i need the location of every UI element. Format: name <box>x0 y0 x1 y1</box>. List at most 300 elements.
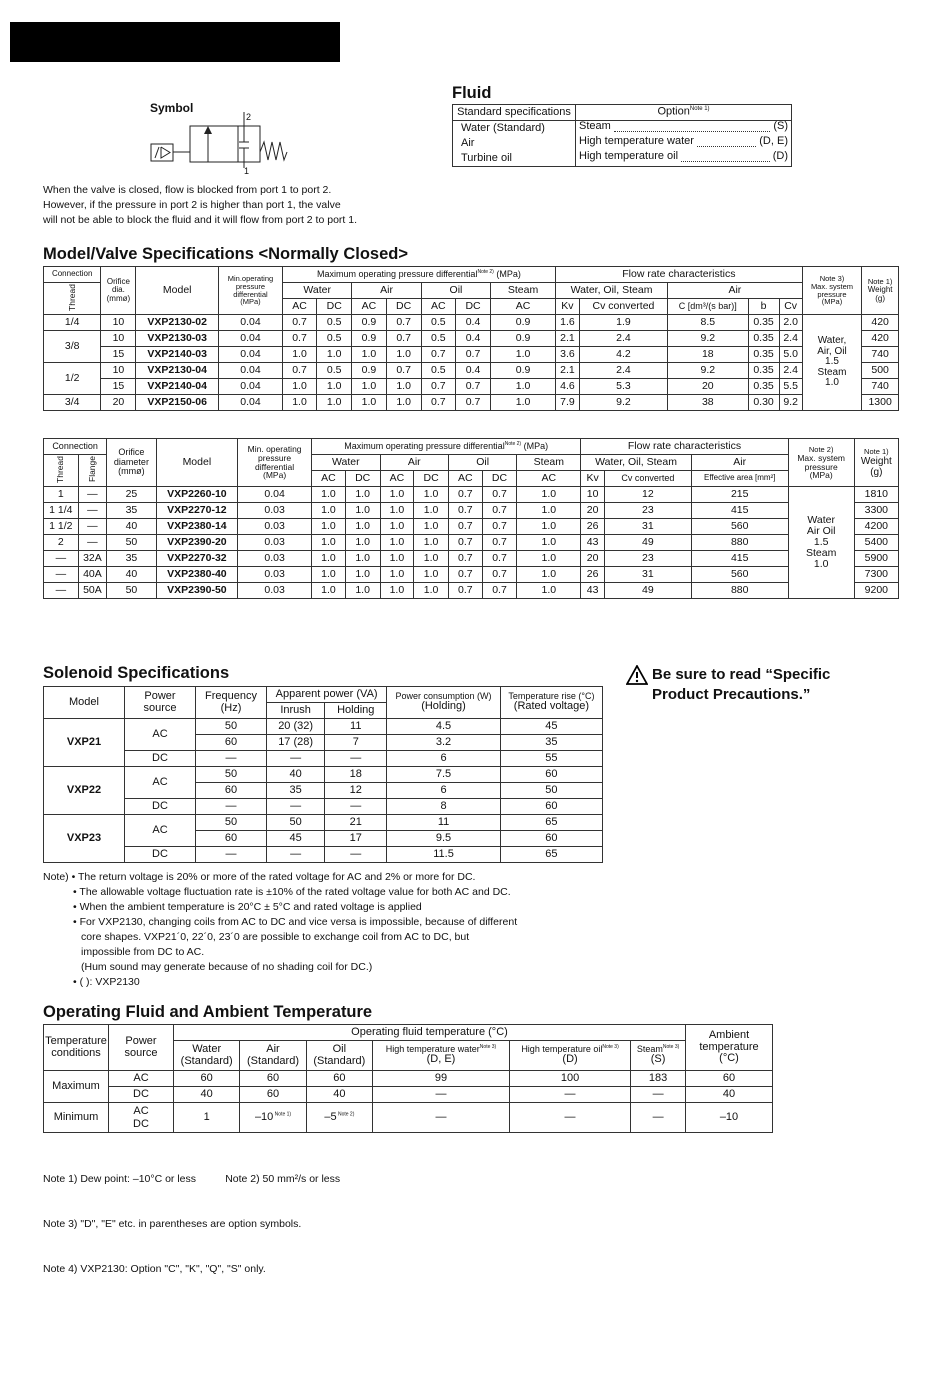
h-model: Model <box>156 439 237 487</box>
value-cell: 50 <box>107 583 156 599</box>
value-cell: 2.1 <box>555 363 579 379</box>
description-line: When the valve is closed, flow is blocked from port 1 to port 2. <box>43 184 332 196</box>
value-cell: 35 <box>267 783 325 799</box>
value-cell: — <box>78 503 107 519</box>
value-cell: 1.0 <box>414 551 449 567</box>
warning-line: Be sure to read “Specific <box>652 666 831 683</box>
h-model: Model <box>136 267 219 315</box>
value-cell: 1.0 <box>282 395 316 411</box>
value-cell: 8 <box>387 799 501 815</box>
value-cell: — <box>373 1103 510 1133</box>
value-cell: 0.04 <box>218 315 282 331</box>
table-row <box>44 1071 773 1087</box>
value-cell: 21 <box>325 815 387 831</box>
power-line: AC <box>133 1104 149 1117</box>
value-cell: — <box>196 847 267 863</box>
model-cell: VXP2270-12 <box>156 503 237 519</box>
value-cell: 1.0 <box>386 347 421 363</box>
thread-cell: 1/2 <box>44 363 101 395</box>
value-cell: 1.0 <box>352 379 386 395</box>
value-cell: 0.35 <box>748 363 779 379</box>
value-cell: 1.9 <box>579 315 667 331</box>
value-cell: — <box>509 1087 630 1103</box>
value-cell: — <box>44 583 79 599</box>
h-fluid-sub: (S) <box>650 1053 666 1066</box>
table-row <box>44 847 603 863</box>
value-cell: — <box>267 799 325 815</box>
h-ac: AC <box>282 299 316 315</box>
value-cell: 7.9 <box>555 395 579 411</box>
value-cell: 20 <box>101 395 136 411</box>
power-cell: DC <box>125 799 196 815</box>
value-cell: 0.7 <box>421 379 455 395</box>
value-cell: –10 $^{Note 1)}$ <box>240 1103 306 1133</box>
value-cell: 32A <box>78 551 107 567</box>
h-fluid-col <box>509 1041 630 1071</box>
value-cell: 40 <box>267 767 325 783</box>
value-cell: 0.03 <box>238 519 312 535</box>
value-cell: 1.0 <box>380 583 414 599</box>
table-row <box>44 1103 773 1133</box>
note-line: (Hum sound may generate because of no shading coil for DC.) <box>81 961 373 973</box>
value-cell: 50 <box>196 815 267 831</box>
table-row <box>44 751 603 767</box>
value-cell: 100 <box>509 1071 630 1087</box>
value-cell: 1300 <box>862 395 899 411</box>
h-fluid-col <box>306 1041 372 1071</box>
model-cell: VXP2140-03 <box>136 347 219 363</box>
value-cell: 20 <box>581 551 605 567</box>
note-line: • When the ambient temperature is 20°C ± 5°C and rated voltage is applied <box>73 901 422 913</box>
value-cell: 4200 <box>854 519 898 535</box>
value-cell: 0.7 <box>448 583 482 599</box>
value-cell: 1.0 <box>517 551 581 567</box>
value-cell: 20 <box>581 503 605 519</box>
value-cell: 560 <box>691 519 788 535</box>
system-pressure-cell <box>802 315 862 411</box>
h-dc: DC <box>414 471 449 487</box>
value-cell: 9.5 <box>387 831 501 847</box>
value-cell: 0.7 <box>482 519 517 535</box>
note-line: impossible from DC to AC. <box>81 946 205 958</box>
h-fluid-col <box>373 1041 510 1071</box>
value-cell: 11.5 <box>387 847 501 863</box>
h-group: Air <box>352 283 421 299</box>
temperature-title: Operating Fluid and Ambient Temperature <box>43 1003 373 1021</box>
value-cell: 0.5 <box>317 331 352 347</box>
value-cell: 2.4 <box>779 363 802 379</box>
model-cell: VXP21 <box>44 719 125 767</box>
note-line: • The allowable voltage fluctuation rate is ±10% of the rated voltage value for both AC and DC. <box>73 886 511 898</box>
value-cell: 1.0 <box>317 347 352 363</box>
value-cell: 0.9 <box>491 331 556 347</box>
value-cell: 0.5 <box>317 363 352 379</box>
fluid-standard-item: Air <box>453 136 576 151</box>
value-cell: 1.0 <box>312 519 346 535</box>
fluid-table <box>452 104 792 167</box>
system-pressure-line: Water, <box>817 335 847 347</box>
h-fluid-note: Note 3) <box>602 1044 619 1050</box>
value-cell: 20 (32) <box>267 719 325 735</box>
value-cell: 0.35 <box>748 315 779 331</box>
value-cell: 3.6 <box>555 347 579 363</box>
h-thread: Thread <box>44 283 101 315</box>
value-cell: 0.5 <box>421 363 455 379</box>
value-cell: 17 <box>325 831 387 847</box>
value-cell: 0.7 <box>421 347 455 363</box>
value-cell: 40A <box>78 567 107 583</box>
value-cell: 3.2 <box>387 735 501 751</box>
value-cell: 1.0 <box>317 395 352 411</box>
value-cell: 60 <box>500 831 602 847</box>
value-cell: — <box>325 847 387 863</box>
value-cell: 1.0 <box>517 535 581 551</box>
value-cell: 9.2 <box>779 395 802 411</box>
system-pressure-line: Air Oil <box>806 524 836 537</box>
model-cell: VXP2260-10 <box>156 487 237 503</box>
value-cell: 183 <box>631 1071 686 1087</box>
value-cell: 0.7 <box>482 567 517 583</box>
h-flow-sub: Water, Oil, Steam <box>555 283 667 299</box>
h-flow-sub: Water, Oil, Steam <box>581 455 691 471</box>
value-cell: 0.04 <box>218 379 282 395</box>
value-cell: 1.0 <box>317 379 352 395</box>
value-cell: 0.7 <box>482 487 517 503</box>
h-fluid-note: Note 3) <box>479 1044 497 1050</box>
model-cell: VXP2130-04 <box>136 363 219 379</box>
note-line: Note 3) "D", "E" etc. in parentheses are option symbols. <box>43 1218 302 1230</box>
h-dc: DC <box>386 299 421 315</box>
h-dc: DC <box>317 299 352 315</box>
h-ac: AC <box>352 299 386 315</box>
value-cell: 1.0 <box>352 395 386 411</box>
h-flow-col: Cv converted <box>604 471 691 487</box>
value-cell: 1.0 <box>312 487 346 503</box>
table-row <box>44 395 899 411</box>
value-cell: 60 <box>240 1071 306 1087</box>
h-maxop: Maximum operating pressure differential$^{Note 2)}$ (MPa) <box>312 439 581 455</box>
value-cell: 50 <box>107 535 156 551</box>
value-cell: 1.6 <box>555 315 579 331</box>
value-cell: 0.04 <box>218 331 282 347</box>
system-pressure-line: Air, Oil <box>817 345 847 357</box>
value-cell: — <box>44 567 79 583</box>
system-pressure-line: 1.5 <box>813 535 829 548</box>
value-cell: 31 <box>604 567 691 583</box>
value-cell: 26 <box>581 519 605 535</box>
value-cell: 7300 <box>854 567 898 583</box>
table-row <box>44 519 899 535</box>
table-row <box>44 583 899 599</box>
value-cell: 0.7 <box>448 487 482 503</box>
value-cell: 0.03 <box>238 583 312 599</box>
value-cell: 0.7 <box>455 379 490 395</box>
h-weight: Note 1) Weight (g) <box>854 439 898 487</box>
h-temprise: Temperature rise (°C) (Rated voltage) <box>500 687 602 719</box>
h-group: Water <box>312 455 380 471</box>
h-inrush: Inrush <box>267 703 325 719</box>
value-cell: 0.7 <box>482 583 517 599</box>
value-cell: 415 <box>691 503 788 519</box>
value-cell: 10 <box>101 331 136 347</box>
value-cell: 60 <box>174 1071 240 1087</box>
fluid-option-item: High temperature oil (D) <box>579 150 788 162</box>
value-cell: –5 $^{Note 2)}$ <box>306 1103 372 1133</box>
value-cell: 215 <box>691 487 788 503</box>
value-cell: 0.7 <box>455 395 490 411</box>
value-cell: 60 <box>500 767 602 783</box>
value-cell: 1.0 <box>491 395 556 411</box>
ambient-cell: 40 <box>686 1087 773 1103</box>
table-row <box>44 379 899 395</box>
value-cell: — <box>325 751 387 767</box>
model-cell: VXP2390-50 <box>156 583 237 599</box>
value-cell: 1.0 <box>380 535 414 551</box>
h-fluid-name: Steam <box>636 1044 663 1054</box>
h-fluid-col <box>631 1041 686 1071</box>
value-cell: 0.04 <box>218 363 282 379</box>
value-cell: — <box>509 1103 630 1133</box>
thread-cell: 3/8 <box>44 331 101 363</box>
value-cell: 0.03 <box>238 567 312 583</box>
value-cell: 1.0 <box>517 519 581 535</box>
temperature-table <box>43 1024 773 1133</box>
value-cell: 60 <box>196 735 267 751</box>
solenoid-table <box>43 686 603 863</box>
value-cell: 0.5 <box>317 315 352 331</box>
table-row <box>44 363 899 379</box>
value-cell: 0.03 <box>238 551 312 567</box>
value-cell: 10 <box>581 487 605 503</box>
col-option: Option$^{Note 1)}$ <box>576 105 792 121</box>
value-cell: 60 <box>500 799 602 815</box>
power-cell: AC <box>125 767 196 799</box>
h-ac: AC <box>380 471 414 487</box>
value-cell: 7 <box>325 735 387 751</box>
value-cell: 35 <box>107 503 156 519</box>
value-cell: 0.7 <box>386 331 421 347</box>
valve-symbol-icon <box>148 112 293 178</box>
value-cell: 1.0 <box>414 567 449 583</box>
value-cell: 740 <box>862 379 899 395</box>
value-cell: 45 <box>267 831 325 847</box>
value-cell: 0.4 <box>455 315 490 331</box>
note-line: • For VXP2130, changing coils from AC to DC and vice versa is impossible, because of different <box>73 916 518 928</box>
h-flow-col: C [dm³/(s bar)] <box>668 299 749 315</box>
value-cell: 1.0 <box>414 519 449 535</box>
h-group: Oil <box>448 455 516 471</box>
description-line: However, if the pressure in port 2 is higher than port 1, the valve <box>43 199 341 211</box>
h-power: Power source <box>125 687 196 719</box>
ambient-cell: 60 <box>686 1071 773 1087</box>
h-group: Air <box>380 455 448 471</box>
table-row <box>44 487 899 503</box>
value-cell: — <box>44 551 79 567</box>
model-cell: VXP2270-32 <box>156 551 237 567</box>
value-cell: 60 <box>196 831 267 847</box>
value-cell: — <box>267 847 325 863</box>
value-cell: 5400 <box>854 535 898 551</box>
value-cell: 1.0 <box>312 551 346 567</box>
h-flow-sub: Air <box>691 455 788 471</box>
value-cell: 1 1/4 <box>44 503 79 519</box>
h-flow-col: b <box>748 299 779 315</box>
value-cell: 0.7 <box>421 395 455 411</box>
value-cell: 1.0 <box>345 487 380 503</box>
h-group: Steam <box>491 283 556 299</box>
warning-text <box>652 665 830 705</box>
value-cell: — <box>325 799 387 815</box>
h-cond: Temperature conditions <box>44 1025 109 1071</box>
value-cell: 1.0 <box>380 551 414 567</box>
fluid-option-item: High temperature water (D, E) <box>579 135 788 147</box>
value-cell: — <box>78 535 107 551</box>
h-fluid-sub: (Standard) <box>180 1054 233 1067</box>
value-cell: 2.4 <box>579 363 667 379</box>
value-cell: 1.0 <box>414 487 449 503</box>
value-cell: 420 <box>862 315 899 331</box>
value-cell: 1 <box>174 1103 240 1133</box>
h-flow: Flow rate characteristics <box>581 439 788 455</box>
h-flow-col: Kv <box>581 471 605 487</box>
value-cell: 2.4 <box>779 331 802 347</box>
value-cell: 1 1/2 <box>44 519 79 535</box>
symbol-description <box>43 183 413 228</box>
power-cell: AC <box>109 1071 174 1087</box>
h-thread: Thread <box>44 455 79 487</box>
value-cell: 0.7 <box>386 315 421 331</box>
system-pressure-cell <box>788 487 854 599</box>
value-cell: 11 <box>325 719 387 735</box>
value-cell: — <box>631 1087 686 1103</box>
fluid-standard-item: Water (Standard) <box>453 121 576 137</box>
h-fluid-name: High temperature water <box>385 1044 480 1054</box>
value-cell: 0.30 <box>748 395 779 411</box>
h-group: Water <box>282 283 351 299</box>
value-cell: 12 <box>325 783 387 799</box>
h-power: Power source <box>109 1025 174 1071</box>
value-cell: 1.0 <box>386 395 421 411</box>
value-cell: — <box>196 751 267 767</box>
value-cell: 0.9 <box>491 363 556 379</box>
value-cell: 65 <box>500 815 602 831</box>
value-cell: 1.0 <box>380 487 414 503</box>
power-cell: DC <box>109 1087 174 1103</box>
h-flow-col: Effective area [mm²] <box>691 471 788 487</box>
power-cell: DC <box>125 847 196 863</box>
note-line: core shapes. VXP21´0, 22´0, 23´0 are possible to exchange coil from AC to DC, but <box>81 931 470 943</box>
value-cell: 1.0 <box>352 347 386 363</box>
value-cell: — <box>196 799 267 815</box>
value-cell: 415 <box>691 551 788 567</box>
value-cell: 0.7 <box>448 567 482 583</box>
value-cell: 2.4 <box>579 331 667 347</box>
value-cell: 0.9 <box>491 315 556 331</box>
warning-icon <box>626 665 648 685</box>
h-ac: AC <box>517 471 581 487</box>
power-cell <box>109 1103 174 1133</box>
port-2-label: 2 <box>246 112 252 122</box>
system-pressure-line: 1.0 <box>813 558 829 571</box>
h-minop: Min. operating pressure differential (MPa) <box>238 439 312 487</box>
value-cell: 15 <box>101 379 136 395</box>
value-cell: 1.0 <box>345 535 380 551</box>
value-cell: 1.0 <box>414 583 449 599</box>
value-cell: 40 <box>174 1087 240 1103</box>
h-ac: AC <box>421 299 455 315</box>
value-cell: 8.5 <box>668 315 749 331</box>
value-cell: 420 <box>862 331 899 347</box>
solenoid-notes <box>43 870 603 990</box>
value-cell: 9.2 <box>668 331 749 347</box>
h-sys: Note 2) Max. system pressure (MPa) <box>788 439 854 487</box>
value-cell: 60 <box>196 783 267 799</box>
value-cell: 1.0 <box>345 503 380 519</box>
value-cell: 0.03 <box>238 503 312 519</box>
system-pressure-line: 1.5 <box>825 356 839 368</box>
value-cell: 1 <box>44 487 79 503</box>
system-pressure-line: Steam <box>805 547 837 559</box>
h-fluid-name: Water <box>192 1042 222 1055</box>
value-cell: 0.35 <box>748 379 779 395</box>
h-flow-col: Cv <box>779 299 802 315</box>
value-cell: 60 <box>240 1087 306 1103</box>
fluid-title: Fluid <box>452 84 492 102</box>
value-cell: 0.35 <box>748 331 779 347</box>
h-connection: Connection <box>44 267 101 283</box>
value-cell: 18 <box>668 347 749 363</box>
value-cell: 40 <box>306 1087 372 1103</box>
value-cell: 35 <box>500 735 602 751</box>
value-cell: 9200 <box>854 583 898 599</box>
value-cell: 0.7 <box>455 347 490 363</box>
table-row <box>44 551 899 567</box>
value-cell: 26 <box>581 567 605 583</box>
value-cell: 1.0 <box>345 551 380 567</box>
value-cell: 2.1 <box>555 331 579 347</box>
value-cell: 1.0 <box>345 583 380 599</box>
fluid-option-item: Steam (S) <box>579 120 788 132</box>
value-cell: 50 <box>500 783 602 799</box>
value-cell: 0.5 <box>421 331 455 347</box>
value-cell: 0.7 <box>448 519 482 535</box>
h-fluid-name: Oil <box>332 1042 347 1055</box>
h-group: Steam <box>517 455 581 471</box>
value-cell: 0.7 <box>448 551 482 567</box>
value-cell: 0.7 <box>282 331 316 347</box>
note-line: • ( ): VXP2130 <box>73 976 140 988</box>
value-cell: 0.5 <box>421 315 455 331</box>
system-pressure-line: Steam <box>817 366 847 378</box>
power-cell: DC <box>125 751 196 767</box>
value-cell: 1.0 <box>517 567 581 583</box>
h-flow-col: Kv <box>555 299 579 315</box>
table-row <box>44 815 603 831</box>
value-cell: 0.7 <box>282 363 316 379</box>
table-row <box>44 719 603 735</box>
note-line: Note 1) Dew point: –10°C or less Note 2) 50 mm²/s or less <box>43 1173 341 1185</box>
value-cell: 17 (28) <box>267 735 325 751</box>
col-standard: Standard specifications <box>453 105 576 121</box>
value-cell: 38 <box>668 395 749 411</box>
value-cell: 0.04 <box>238 487 312 503</box>
value-cell: 1.0 <box>491 347 556 363</box>
h-flow-col: Cv converted <box>579 299 667 315</box>
value-cell: 0.9 <box>352 363 386 379</box>
value-cell: 50 <box>196 767 267 783</box>
h-consumption: Power consumption (W) (Holding) <box>387 687 501 719</box>
value-cell: 50 <box>267 815 325 831</box>
